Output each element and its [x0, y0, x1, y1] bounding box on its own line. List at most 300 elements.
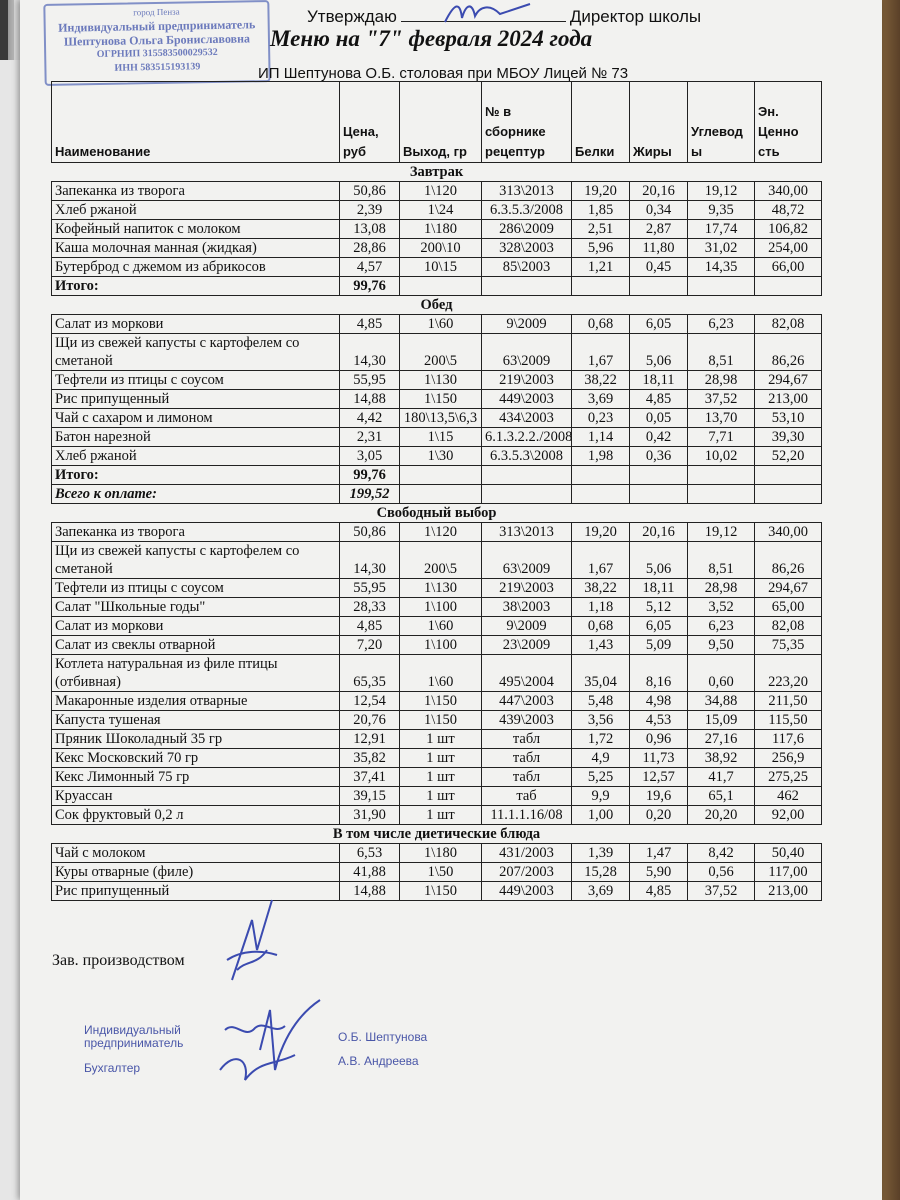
dish-energy: 213,00: [755, 882, 822, 901]
dish-price: 31,90: [340, 806, 400, 825]
empty-cell: [755, 277, 822, 296]
dish-recipe: 207/2003: [482, 863, 572, 882]
dish-price: 4,57: [340, 258, 400, 277]
dish-protein: 5,96: [572, 239, 630, 258]
empty-cell: [755, 485, 822, 504]
section-title: В том числе диетические блюда: [52, 825, 822, 844]
stamp-line1: Индивидуальный предприниматель: [58, 17, 256, 35]
dish-fat: 4,85: [630, 390, 688, 409]
dish-name: Каша молочная манная (жидкая): [52, 239, 340, 258]
empty-cell: [400, 485, 482, 504]
dish-price: 4,85: [340, 315, 400, 334]
dish-yield: 1\180: [400, 844, 482, 863]
dish-price: 14,30: [340, 334, 400, 371]
dish-fat: 6,05: [630, 617, 688, 636]
dish-carbs: 19,12: [688, 523, 755, 542]
dish-energy: 211,50: [755, 692, 822, 711]
table-row: [52, 692, 822, 711]
dish-fat: 0,36: [630, 447, 688, 466]
dish-fat: 0,42: [630, 428, 688, 447]
dish-yield: 1\30: [400, 447, 482, 466]
dish-fat: 11,80: [630, 239, 688, 258]
dish-yield: 1\60: [400, 617, 482, 636]
dish-fat: 2,87: [630, 220, 688, 239]
dish-recipe: 6.3.5.3/2008: [482, 201, 572, 220]
ip-signature-icon: [215, 990, 330, 1090]
dish-carbs: 27,16: [688, 730, 755, 749]
table-row: [52, 730, 822, 749]
dish-price: 65,35: [340, 655, 400, 692]
dish-name: Хлеб ржаной: [52, 201, 340, 220]
dish-yield: 200\10: [400, 239, 482, 258]
dish-energy: 254,00: [755, 239, 822, 258]
dish-protein: 1,85: [572, 201, 630, 220]
dish-fat: 4,98: [630, 692, 688, 711]
dish-fat: 5,06: [630, 542, 688, 579]
dish-recipe: табл: [482, 730, 572, 749]
dish-price: 7,20: [340, 636, 400, 655]
dish-protein: 1,98: [572, 447, 630, 466]
total-label: Итого:: [52, 277, 340, 296]
dish-recipe: 439\2003: [482, 711, 572, 730]
production-manager-label: Зав. производством: [52, 952, 185, 969]
total-label: Итого:: [52, 466, 340, 485]
table-row: [52, 863, 822, 882]
empty-cell: [572, 466, 630, 485]
director-label: Директор школы: [569, 7, 702, 26]
dish-energy: 223,20: [755, 655, 822, 692]
dish-protein: 38,22: [572, 579, 630, 598]
dish-carbs: 0,60: [688, 655, 755, 692]
dish-recipe: 434\2003: [482, 409, 572, 428]
menu-table: [51, 81, 822, 901]
section-title: Обед: [52, 296, 822, 315]
dish-energy: 294,67: [755, 371, 822, 390]
dish-recipe: 9\2009: [482, 315, 572, 334]
ip-label: Индивидуальный предприниматель: [84, 1023, 184, 1050]
empty-cell: [482, 466, 572, 485]
dish-price: 14,88: [340, 390, 400, 409]
col-fat: Жиры: [630, 82, 688, 163]
dish-energy: 66,00: [755, 258, 822, 277]
dish-energy: 275,25: [755, 768, 822, 787]
dish-name: Салат из моркови: [52, 617, 340, 636]
dish-yield: 180\13,5\6,3: [400, 409, 482, 428]
dish-recipe: 219\2003: [482, 579, 572, 598]
dish-protein: 0,68: [572, 617, 630, 636]
dish-name: Запеканка из творога: [52, 182, 340, 201]
dish-protein: 4,9: [572, 749, 630, 768]
dish-energy: 462: [755, 787, 822, 806]
dish-energy: 48,72: [755, 201, 822, 220]
dish-price: 28,33: [340, 598, 400, 617]
dish-name: Хлеб ржаной: [52, 447, 340, 466]
table-row: [52, 220, 822, 239]
dish-energy: 213,00: [755, 390, 822, 409]
dish-carbs: 17,74: [688, 220, 755, 239]
table-row: [52, 787, 822, 806]
dish-protein: 1,18: [572, 598, 630, 617]
dish-recipe: 286\2009: [482, 220, 572, 239]
dish-protein: 1,43: [572, 636, 630, 655]
accountant-label: Бухгалтер: [84, 1061, 141, 1075]
dish-recipe: 328\2003: [482, 239, 572, 258]
dish-fat: 0,34: [630, 201, 688, 220]
col-price: Цена, руб: [340, 82, 400, 163]
table-row: [52, 182, 822, 201]
empty-cell: [688, 277, 755, 296]
dish-price: 12,91: [340, 730, 400, 749]
accountant-name: А.В. Андреева: [338, 1054, 419, 1068]
dish-recipe: 85\2003: [482, 258, 572, 277]
section-title: Завтрак: [52, 163, 822, 182]
dish-name: Чай с молоком: [52, 844, 340, 863]
dish-energy: 75,35: [755, 636, 822, 655]
dish-protein: 9,9: [572, 787, 630, 806]
dish-name: Пряник Шоколадный 35 гр: [52, 730, 340, 749]
section-header-diet: [52, 825, 822, 844]
dish-price: 14,88: [340, 882, 400, 901]
dish-recipe: 447\2003: [482, 692, 572, 711]
dish-carbs: 6,23: [688, 617, 755, 636]
dish-fat: 0,05: [630, 409, 688, 428]
dish-carbs: 38,92: [688, 749, 755, 768]
dish-yield: 1\50: [400, 863, 482, 882]
dish-yield: 1\150: [400, 692, 482, 711]
dish-yield: 1\120: [400, 182, 482, 201]
dish-yield: 1 шт: [400, 730, 482, 749]
empty-cell: [755, 466, 822, 485]
table-row: [52, 711, 822, 730]
section-header-lunch: [52, 296, 822, 315]
company-stamp: [43, 0, 270, 86]
dish-price: 13,08: [340, 220, 400, 239]
dish-yield: 1 шт: [400, 768, 482, 787]
dish-price: 2,39: [340, 201, 400, 220]
empty-cell: [400, 277, 482, 296]
dish-name: Салат "Школьные годы": [52, 598, 340, 617]
empty-cell: [400, 466, 482, 485]
dish-protein: 1,72: [572, 730, 630, 749]
empty-cell: [688, 466, 755, 485]
dish-carbs: 8,51: [688, 334, 755, 371]
dish-yield: 200\5: [400, 542, 482, 579]
table-row: [52, 258, 822, 277]
dish-energy: 86,26: [755, 334, 822, 371]
dish-fat: 0,96: [630, 730, 688, 749]
section-header-breakfast: [52, 163, 822, 182]
dish-protein: 1,21: [572, 258, 630, 277]
dish-fat: 5,90: [630, 863, 688, 882]
grand-total-row: [52, 485, 822, 504]
dish-protein: 19,20: [572, 182, 630, 201]
dish-price: 39,15: [340, 787, 400, 806]
dish-name: Чай с сахаром и лимоном: [52, 409, 340, 428]
dish-energy: 294,67: [755, 579, 822, 598]
dish-price: 35,82: [340, 749, 400, 768]
dish-protein: 35,04: [572, 655, 630, 692]
dish-energy: 117,00: [755, 863, 822, 882]
empty-cell: [630, 485, 688, 504]
dish-name: Щи из свежей капусты с картофелем со сметаной: [52, 542, 340, 579]
total-value: 199,52: [340, 485, 400, 504]
dish-yield: 1\60: [400, 655, 482, 692]
dish-protein: 0,23: [572, 409, 630, 428]
dish-recipe: 63\2009: [482, 542, 572, 579]
dish-carbs: 9,50: [688, 636, 755, 655]
dish-price: 41,88: [340, 863, 400, 882]
empty-cell: [482, 485, 572, 504]
dish-fat: 5,09: [630, 636, 688, 655]
director-signature-icon: [440, 0, 540, 26]
dish-carbs: 7,71: [688, 428, 755, 447]
dish-price: 6,53: [340, 844, 400, 863]
dish-price: 28,86: [340, 239, 400, 258]
table-row: [52, 201, 822, 220]
dish-carbs: 8,42: [688, 844, 755, 863]
dish-carbs: 28,98: [688, 371, 755, 390]
dish-name: Куры отварные (филе): [52, 863, 340, 882]
dish-price: 55,95: [340, 371, 400, 390]
dish-energy: 340,00: [755, 182, 822, 201]
dish-recipe: 11.1.1.16/08: [482, 806, 572, 825]
dish-name: Кекс Московский 70 гр: [52, 749, 340, 768]
dish-fat: 20,16: [630, 523, 688, 542]
dish-energy: 86,26: [755, 542, 822, 579]
dish-energy: 65,00: [755, 598, 822, 617]
dish-price: 3,05: [340, 447, 400, 466]
dish-price: 14,30: [340, 542, 400, 579]
col-recipe: № в сборнике рецептур: [482, 82, 572, 163]
dish-yield: 1\120: [400, 523, 482, 542]
dish-fat: 18,11: [630, 579, 688, 598]
dish-yield: 10\15: [400, 258, 482, 277]
table-row: [52, 806, 822, 825]
dish-price: 50,86: [340, 182, 400, 201]
dish-recipe: 431/2003: [482, 844, 572, 863]
dish-yield: 1 шт: [400, 749, 482, 768]
dish-price: 4,85: [340, 617, 400, 636]
dish-fat: 0,45: [630, 258, 688, 277]
dish-fat: 12,57: [630, 768, 688, 787]
table-row: [52, 239, 822, 258]
dish-fat: 6,05: [630, 315, 688, 334]
dish-carbs: 65,1: [688, 787, 755, 806]
dish-carbs: 3,52: [688, 598, 755, 617]
dish-yield: 1\100: [400, 636, 482, 655]
page-title: Меню на "7" февраля 2024 года: [270, 26, 593, 51]
dish-name: Щи из свежей капусты с картофелем со сметаной: [52, 334, 340, 371]
col-yield: Выход, гр: [400, 82, 482, 163]
dish-protein: 1,14: [572, 428, 630, 447]
dish-name: Кекс Лимонный 75 гр: [52, 768, 340, 787]
dish-name: Сок фруктовый 0,2 л: [52, 806, 340, 825]
dish-energy: 92,00: [755, 806, 822, 825]
dish-name: Батон нарезной: [52, 428, 340, 447]
dish-yield: 1\60: [400, 315, 482, 334]
ip-name: О.Б. Шептунова: [338, 1030, 428, 1044]
dish-name: Кофейный напиток с молоком: [52, 220, 340, 239]
dish-carbs: 13,70: [688, 409, 755, 428]
dish-yield: 1\100: [400, 598, 482, 617]
dish-carbs: 6,23: [688, 315, 755, 334]
dish-protein: 5,25: [572, 768, 630, 787]
dish-carbs: 9,35: [688, 201, 755, 220]
dish-energy: 82,08: [755, 315, 822, 334]
dish-protein: 1,67: [572, 334, 630, 371]
dish-yield: 1\180: [400, 220, 482, 239]
dish-price: 50,86: [340, 523, 400, 542]
dish-price: 37,41: [340, 768, 400, 787]
dish-name: Капуста тушеная: [52, 711, 340, 730]
dish-fat: 18,11: [630, 371, 688, 390]
approve-label: Утверждаю: [307, 7, 397, 26]
empty-cell: [572, 277, 630, 296]
dish-price: 12,54: [340, 692, 400, 711]
empty-cell: [630, 466, 688, 485]
dish-name: Круассан: [52, 787, 340, 806]
table-row: [52, 371, 822, 390]
dish-protein: 19,20: [572, 523, 630, 542]
table-row: [52, 768, 822, 787]
stamp-line3: ОГРНИП 315583500029532: [96, 46, 218, 61]
dish-energy: 39,30: [755, 428, 822, 447]
dish-recipe: 6.3.5.3\2008: [482, 447, 572, 466]
dish-yield: 1\150: [400, 882, 482, 901]
dish-fat: 5,12: [630, 598, 688, 617]
dish-recipe: таб: [482, 787, 572, 806]
dish-fat: 19,6: [630, 787, 688, 806]
dish-protein: 3,69: [572, 882, 630, 901]
empty-cell: [572, 485, 630, 504]
dish-recipe: 6.1.3.2.2./2008: [482, 428, 572, 447]
dish-price: 20,76: [340, 711, 400, 730]
dish-energy: 82,08: [755, 617, 822, 636]
production-signature-icon: [222, 890, 282, 990]
dish-carbs: 19,12: [688, 182, 755, 201]
dish-recipe: 449\2003: [482, 390, 572, 409]
stamp-city: город Пенза: [133, 6, 180, 18]
table-row: [52, 882, 822, 901]
dish-fat: 1,47: [630, 844, 688, 863]
dish-carbs: 28,98: [688, 579, 755, 598]
dish-name: Котлета натуральная из филе птицы (отбивная): [52, 655, 340, 692]
table-row: [52, 409, 822, 428]
table-row: [52, 844, 822, 863]
dish-carbs: 10,02: [688, 447, 755, 466]
dish-fat: 20,16: [630, 182, 688, 201]
dish-protein: 1,67: [572, 542, 630, 579]
lunch-total-row: [52, 466, 822, 485]
table-row: [52, 617, 822, 636]
dish-carbs: 37,52: [688, 390, 755, 409]
breakfast-total-row: [52, 277, 822, 296]
dish-yield: 1\130: [400, 579, 482, 598]
dish-fat: 0,20: [630, 806, 688, 825]
dish-carbs: 14,35: [688, 258, 755, 277]
dish-name: Рис припущенный: [52, 390, 340, 409]
dish-carbs: 34,88: [688, 692, 755, 711]
dish-protein: 0,68: [572, 315, 630, 334]
dish-yield: 1\130: [400, 371, 482, 390]
dish-fat: 11,73: [630, 749, 688, 768]
dish-name: Запеканка из творога: [52, 523, 340, 542]
dish-name: Тефтели из птицы с соусом: [52, 579, 340, 598]
dish-price: 4,42: [340, 409, 400, 428]
dish-carbs: 0,56: [688, 863, 755, 882]
col-name: Наименование: [52, 82, 340, 163]
page-subtitle: ИП Шептунова О.Б. столовая при МБОУ Лицей № 73: [258, 65, 629, 82]
dish-protein: 38,22: [572, 371, 630, 390]
dish-energy: 53,10: [755, 409, 822, 428]
dish-name: Бутерброд с джемом из абрикосов: [52, 258, 340, 277]
dish-recipe: 449\2003: [482, 882, 572, 901]
stamp-line2: Шептунова Ольга Брониславовна: [63, 31, 251, 49]
dish-name: Макаронные изделия отварные: [52, 692, 340, 711]
dish-recipe: 23\2009: [482, 636, 572, 655]
table-row: [52, 334, 822, 371]
table-row: [52, 598, 822, 617]
table-row: [52, 447, 822, 466]
dish-recipe: 9\2009: [482, 617, 572, 636]
dish-carbs: 31,02: [688, 239, 755, 258]
dish-energy: 340,00: [755, 523, 822, 542]
dish-name: Тефтели из птицы с соусом: [52, 371, 340, 390]
empty-cell: [482, 277, 572, 296]
empty-cell: [630, 277, 688, 296]
stamp-line4: ИНН 583515193139: [114, 61, 201, 74]
section-title: Свободный выбор: [52, 504, 822, 523]
table-row: [52, 428, 822, 447]
dish-energy: 50,40: [755, 844, 822, 863]
dish-recipe: 313\2013: [482, 523, 572, 542]
dish-carbs: 37,52: [688, 882, 755, 901]
table-row: [52, 655, 822, 692]
dish-protein: 3,56: [572, 711, 630, 730]
dish-name: Салат из моркови: [52, 315, 340, 334]
dish-price: 55,95: [340, 579, 400, 598]
dish-carbs: 8,51: [688, 542, 755, 579]
dish-recipe: 313\2013: [482, 182, 572, 201]
col-protein: Белки: [572, 82, 630, 163]
dish-recipe: 63\2009: [482, 334, 572, 371]
col-carbs: Углевод ы: [688, 82, 755, 163]
dish-recipe: табл: [482, 768, 572, 787]
section-header-free: [52, 504, 822, 523]
table-row: [52, 749, 822, 768]
total-value: 99,76: [340, 277, 400, 296]
dish-energy: 117,6: [755, 730, 822, 749]
dish-recipe: табл: [482, 749, 572, 768]
dish-energy: 106,82: [755, 220, 822, 239]
dish-yield: 1\15: [400, 428, 482, 447]
dish-yield: 1 шт: [400, 806, 482, 825]
dish-energy: 256,9: [755, 749, 822, 768]
dish-recipe: 495\2004: [482, 655, 572, 692]
dish-protein: 1,00: [572, 806, 630, 825]
table-header-row: [52, 82, 822, 163]
table-row: [52, 579, 822, 598]
dish-yield: 1 шт: [400, 787, 482, 806]
dish-carbs: 15,09: [688, 711, 755, 730]
table-row: [52, 542, 822, 579]
col-energy: Эн. Ценно сть: [755, 82, 822, 163]
dish-fat: 4,85: [630, 882, 688, 901]
dish-name: Салат из свеклы отварной: [52, 636, 340, 655]
table-row: [52, 390, 822, 409]
total-label: Всего к оплате:: [52, 485, 340, 504]
table-row: [52, 636, 822, 655]
